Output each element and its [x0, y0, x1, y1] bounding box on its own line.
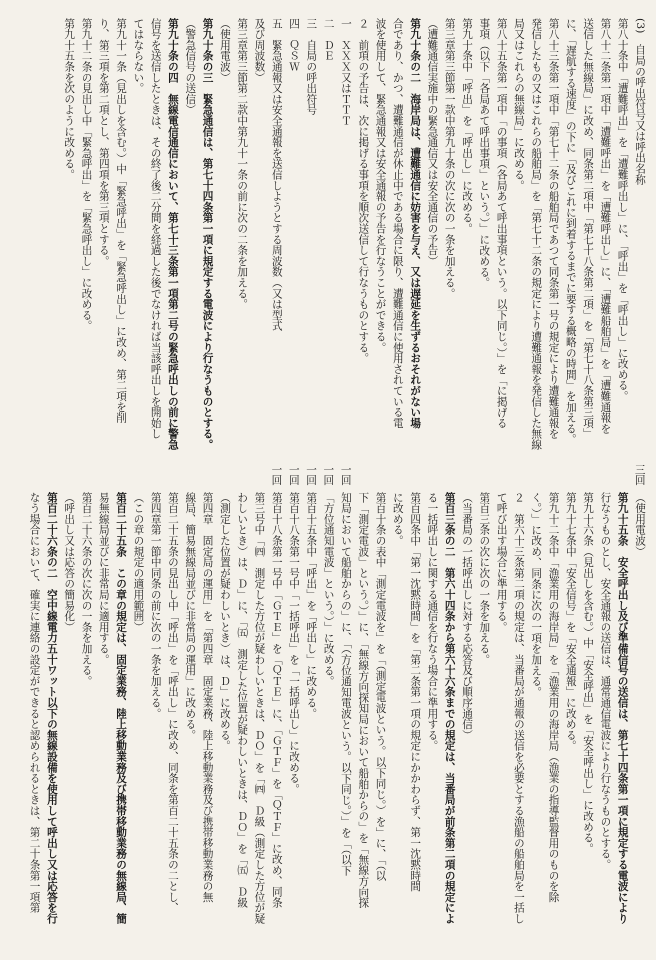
text-line: 波を使用して、緊急通報又は安全通報の予告を行なうことができる。	[374, 18, 387, 353]
text-line: 易無線局並びに非常局に適用する。	[97, 492, 110, 665]
text-line: てはならない。	[132, 18, 145, 94]
text-line: る一括呼出しに関する通信を行なう場合に準用する。	[426, 492, 439, 752]
text-line: （使用電波）	[218, 18, 231, 83]
text-line: ２ 前項の予告は、次に掲げる事項を順次送信して行なうものとする。	[357, 18, 370, 364]
text-line: (3) 自局の呼出符号又は呼出名称 三回	[631, 18, 648, 486]
lower-text-block	[25, 492, 648, 954]
text-line: 第百二十六条の二 空中線電力五十ワット以下の無線設備を使用して呼出し又は応答を行	[45, 492, 58, 924]
text-line: 事項（以下「各局あて呼出事項」という。）」に改める。	[478, 18, 491, 289]
text-line: 第百十八条第一号中「一括呼出」を「一括呼出し」に改める。	[288, 492, 301, 795]
text-line: 局又はこれらの無線局」に改める。	[512, 18, 525, 191]
text-line: （警急信号の送信）	[184, 18, 197, 116]
text-line: 第九十二条の見出し中「緊急呼出」を「緊急呼出し」に改める。	[80, 18, 93, 332]
text-line: 第九十二条中「漁業用の海岸局」を「漁業用の海岸局（漁業の指導監督用のものを除	[547, 492, 560, 903]
text-line: 第九十条の二 海岸局は、遭難通信に妨害を与え、又は遅延を生ずるおそれがない場	[409, 18, 422, 429]
text-line: 第九十六条（見出しを含む。）中「安全呼出」を「安全呼出し」に改める。	[582, 492, 595, 854]
text-line: 第百十五条中「呼出」を「呼出し」に改める。	[305, 492, 318, 719]
text-line: 信号を送信したときは、その終了後二分間を経過した後でなければ当該呼出しを開始し	[149, 18, 162, 440]
text-line: 第九十条の四 無線電信通信において、第七十三条第一項第二号の緊急呼出しの前に警急	[166, 18, 179, 450]
text-line: く。）」に改め、同条に次の一項を加える。	[530, 492, 543, 698]
text-line: 第九十五条を次のように改める。	[63, 18, 76, 180]
text-line: 知局において船舶からの」に、「（方位通知電波という。以下同じ。）」を「（以下	[339, 492, 352, 876]
text-line: なう場合において、確実に連絡の設定ができると認められるときは、第二十条第一項第	[28, 492, 41, 914]
text-line: 下「測定電波」という。）」に、「無線方向探知局において船舶からの」を「無線方向探	[357, 492, 370, 909]
text-line: （遭難通信実施中の緊急通信又は安全通信の予告）	[426, 18, 439, 267]
text-line: に、「遅航する速度」の下に「及びこれに到着するまでに要する概略の時間」を加える。	[564, 18, 577, 445]
text-line: （使用電波）	[634, 492, 646, 557]
text-line: 合であり、かつ、遭難通信が休止中である場合に限り、遭難通信に使用されている電	[391, 18, 404, 429]
text-line: （当番局の一括呼出しに対する応答及び順序通信）	[461, 492, 474, 741]
text-line: 二 ＤＥ 一回	[319, 18, 336, 486]
text-line: 三 自局の呼出符号 一回	[302, 18, 319, 486]
text-line: （測定した位置が疑わしいとき）は、Ｄ」に改める。	[218, 492, 231, 752]
text-line: 第四章 固定局の運用」を「第四章 固定業務、陸上移動業務及び携帯移動業務の無	[201, 492, 214, 903]
text-line: 第九十一条（見出しを含む。）中「緊急呼出」を「緊急呼出し」に改め、第二項を削	[115, 18, 128, 424]
text-line: 第三号中「㈣ 測定した方位が疑わしいときは、ＤＯ」を「㈣ Ｄ級（測定した方位が疑	[253, 492, 266, 924]
text-line: 第四章第一節中同条の前に次の一条を加える。	[149, 492, 162, 719]
text-line: 第八十三条第一項中「第七十二条の船舶局であつて同条第一号の規定により遭難通報を	[547, 18, 560, 440]
repeat-count: 一回	[322, 464, 335, 486]
text-line: 第八十条中「遭難呼出」を「遭難呼出し」に、「呼出」を「呼出し」に改める。	[616, 18, 629, 402]
text-line: 発信したもの又はこれらの船舶局」を「第七十二条の規定により遭難通報を発信した無線	[530, 18, 543, 450]
text-line: 第九十条の三 緊急通信は、第七十四条第一項に規定する電波により行なうものとする。	[201, 18, 214, 450]
repeat-count: 一回	[270, 464, 283, 486]
text-line: 第九十七条中「安全信号」を「安全通報」に改める。	[564, 492, 577, 752]
repeat-count: 一回	[305, 464, 318, 486]
text-line: 第百二十五条の見出し中「呼出」を「呼出し」に改め、同条を第百二十五条の二とし、	[166, 492, 179, 914]
text-line: 送信した無線局」に改め、同条第二項中「第七十八条第二項」を「第七十八条第三項」	[582, 18, 595, 440]
text-line: 第八十二条第一項中「遭難呼出」を「遭難呼出し」に、「遭難船舶局」を「遭難通報を	[599, 18, 612, 434]
text-line: 第百四条中「第一沈黙時間」を「第二条第一項の規定にかかわらず、第一沈黙時間	[409, 492, 422, 892]
text-line: 「方位通知電波」という。）」に改める。	[322, 492, 335, 687]
repeat-count: 一回	[287, 464, 300, 486]
text-line: 第三章第三節第二款中第九十一条の前に次の二条を加える。	[236, 18, 249, 310]
text-line: わしいとき）は、Ｄ」に、「㈤ 測定した位置が疑わしいときは、ＤＯ」を「㈤ Ｄ級	[236, 492, 249, 908]
text-line: 第百二十六条の次に次の一条を加える。	[80, 492, 93, 687]
text-line: 線局、簡易無線局並びに非常局の運用」に改める。	[184, 492, 197, 741]
text-line: に改める。	[391, 492, 404, 546]
text-line: て呼び出す場合に準用する。	[495, 492, 508, 633]
text-line: ２ 第六十三条第二項の規定は、当番局が通報の送信を必要とする漁船の船舶局を一括し	[512, 492, 525, 924]
text-line: 第八十五条第一項中「の事項（各局あて呼出事項という。以下同じ。）」を「に掲げる	[495, 18, 508, 429]
text-line: 第九十条中「呼出」を「呼出し」に改める。	[461, 18, 474, 234]
text-line: 第百二十五条 この章の規定は、固定業務、陸上移動業務及び携帯移動業務の無線局、簡	[115, 492, 128, 924]
text-line: （この章の規定の適用範囲）	[132, 492, 145, 633]
upper-text-block	[60, 18, 648, 486]
text-line: 第百三条の二 第六十四条から第六十六条までの規定は、当番局が前条第二項の規定によ	[443, 492, 456, 924]
repeat-count: 一回	[339, 464, 352, 486]
text-line: 一 ＸＸＸ又はＴＴＴ 一回	[337, 18, 354, 486]
text-line: 第百十条の表中「測定電波を」を「（測定電波という。以下同じ。）を」に、「（以	[374, 492, 387, 882]
text-line: 第百三条の次に次の一条を加える。	[478, 492, 491, 665]
text-line: 五 緊急通報又は安全通報を送信しようとする周波数（又は型式 一回	[267, 18, 284, 486]
text-line: 及び周波数）	[253, 18, 266, 83]
text-line: 第三章第三節第一款中第九十条の次に次の一条を加える。	[443, 18, 456, 299]
text-line: 行なうものとし、安全通報の送信は、通常通信電波により行なうものとする。	[599, 492, 612, 870]
text-line: 第九十五条 安全呼出し及び準備信号の送信は、第七十四条第一項に規定する電波により	[616, 492, 629, 924]
repeat-count: 三回	[633, 464, 646, 486]
text-line: り、第三項を第二項とし、第四項を第三項とする。	[97, 18, 110, 267]
text-line: （呼出し又は応答の簡易化）	[63, 492, 76, 633]
text-line: 第百十八条第一号中「ＧＴＥ」を「ＱＴＥ」に、「ＧＴＦ」を「ＱＴＦ」に改め、同条	[270, 492, 283, 908]
text-line: 四 ＱＳＷ 一回	[285, 18, 302, 486]
